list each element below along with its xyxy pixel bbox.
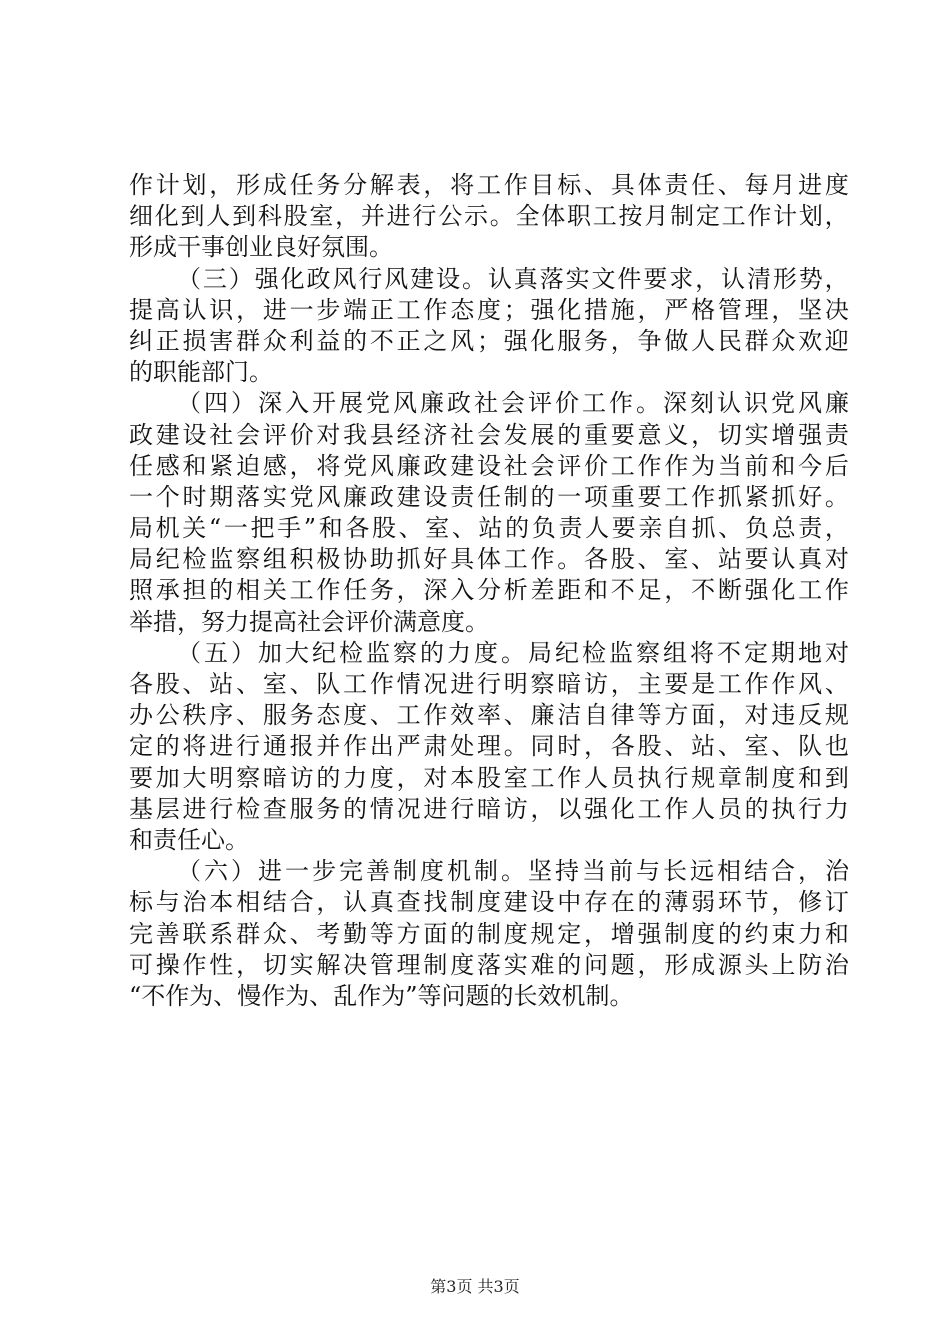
text-line: 任 感 和 紧 迫 感 ， 将 党 风 廉 政 建 设 社 会 评 价 工 作 作 为 当 前 和 今 后 [129, 451, 849, 480]
text-line: 和责任心。 [129, 825, 249, 854]
text-line: 一 个 时 期 落 实 党 风 廉 政 建 设 责 任 制 的 一 项 重 要 工 作 抓 紧 抓 好 。 [129, 482, 849, 511]
text-line: 的职能部门。 [129, 358, 273, 387]
text-line: 形成干事创业良好氛围。 [129, 233, 393, 262]
text-line: 政 建 设 社 会 评 价 对 我 县 经 济 社 会 发 展 的 重 要 意 义 ， 切 实 增 强 责 [129, 420, 849, 449]
paragraph [129, 856, 849, 1012]
page-footer [0, 1277, 950, 1297]
text-line: 完 善 联 系 群 众 、 考 勤 等 方 面 的 制 度 规 定 ， 增 强 制 度 的 约 束 力 和 [129, 919, 849, 948]
text-line: “不作为、慢作为、乱作为”等问题的长效机制。 [129, 981, 634, 1010]
text-line: （ 三 ） 强 化 政 风 行 风 建 设 。 认 真 落 实 文 件 要 求 ， 认 清 形 势 ， [177, 264, 849, 293]
text-line: 提 高 认 识 ， 进 一 步 端 正 工 作 态 度 ； 强 化 措 施 ， 严 格 管 理 ， 坚 决 [129, 295, 849, 324]
text-line: 举措，努力提高社会评价满意度。 [129, 607, 489, 636]
paragraph [129, 264, 849, 389]
page-number: 第3页 共3页 [430, 1277, 520, 1296]
document-body [129, 170, 849, 1012]
paragraph [129, 638, 849, 856]
text-line: （ 六 ） 进 一 步 完 善 制 度 机 制 。 坚 持 当 前 与 长 远 相 结 合 ， 治 [177, 857, 849, 886]
text-line: 可 操 作 性 ， 切 实 解 决 管 理 制 度 落 实 难 的 问 题 ， 形 成 源 头 上 防 治 [129, 950, 849, 979]
text-line: 细 化 到 人 到 科 股 室 ， 并 进 行 公 示 。 全 体 职 工 按 月 制 定 工 作 计 划 ， [129, 202, 849, 231]
text-line: 基 层 进 行 检 查 服 务 的 情 况 进 行 暗 访 ， 以 强 化 工 作 人 员 的 执 行 力 [129, 794, 849, 823]
text-line: 作 计 划 ， 形 成 任 务 分 解 表 ， 将 工 作 目 标 、 具 体 责 任 、 每 月 进 度 [129, 171, 849, 199]
text-line: （ 四 ） 深 入 开 展 党 风 廉 政 社 会 评 价 工 作 。 深 刻 认 识 党 风 廉 [177, 389, 849, 418]
text-line: 纠 正 损 害 群 众 利 益 的 不 正 之 风 ； 强 化 服 务 ， 争 做 人 民 群 众 欢 迎 [129, 326, 849, 355]
text-line: 局 纪 检 监 察 组 积 极 协 助 抓 好 具 体 工 作 。 各 股 、 室 、 站 要 认 真 对 [129, 545, 849, 574]
paragraph [129, 170, 849, 264]
text-line: 要 加 大 明 察 暗 访 的 力 度 ， 对 本 股 室 工 作 人 员 执 行 规 章 制 度 和 到 [129, 763, 849, 792]
paragraph [129, 388, 849, 638]
text-line: 定 的 将 进 行 通 报 并 作 出 严 肃 处 理 。 同 时 ， 各 股 、 站 、 室 、 队 也 [129, 732, 849, 761]
text-line: 各 股 、 站 、 室 、 队 工 作 情 况 进 行 明 察 暗 访 ， 主 要 是 工 作 作 风 、 [129, 670, 849, 698]
text-line: 办 公 秩 序 、 服 务 态 度 、 工 作 效 率 、 廉 洁 自 律 等 方 面 ， 对 违 反 规 [129, 701, 849, 730]
text-line: 标 与 治 本 相 结 合 ， 认 真 查 找 制 度 建 设 中 存 在 的 薄 弱 环 节 ， 修 订 [129, 888, 849, 917]
text-line: 照 承 担 的 相 关 工 作 任 务 ， 深 入 分 析 差 距 和 不 足 ， 不 断 强 化 工 作 [129, 576, 849, 605]
text-line: （ 五 ） 加 大 纪 检 监 察 的 力 度 。 局 纪 检 监 察 组 将 不 定 期 地 对 [177, 638, 849, 667]
text-line: 局 机 关 “ 一 把 手 ” 和 各 股 、 室 、 站 的 负 责 人 要 亲 自 抓 、 负 总 责 ， [129, 514, 849, 543]
